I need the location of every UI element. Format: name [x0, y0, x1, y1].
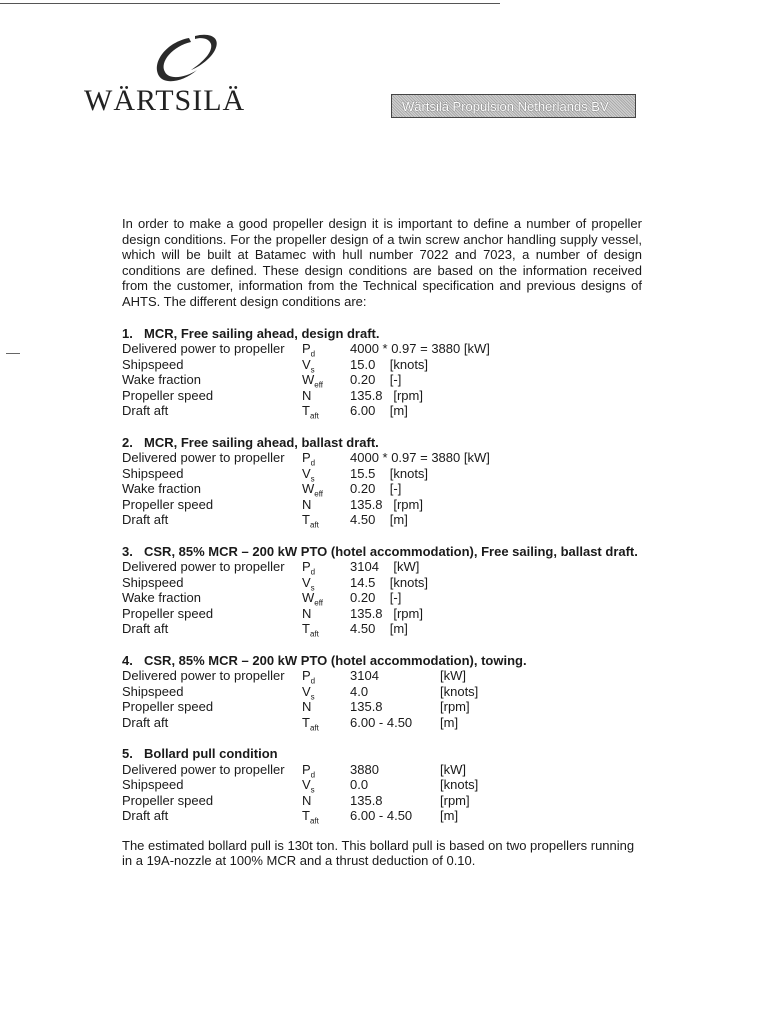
parameter-row: [122, 590, 642, 606]
parameter-row: [122, 715, 642, 731]
symbol-subscript: aft: [309, 520, 319, 530]
parameter-unit: [rpm]: [440, 792, 470, 808]
parameter-label: Propeller speed: [122, 699, 214, 715]
parameter-label: Shipspeed: [122, 574, 184, 590]
parameter-symbol: [302, 808, 350, 824]
parameter-value: 135.8: [350, 699, 383, 715]
symbol-letter: P: [302, 450, 311, 466]
parameter-symbol: [302, 606, 350, 622]
parameter-symbol: [302, 388, 350, 404]
parameter-unit: [kW]: [440, 761, 466, 777]
parameter-unit: [kW]: [440, 668, 466, 684]
symbol-letter: P: [302, 668, 311, 684]
symbol-subscript: d: [310, 567, 316, 577]
condition-title: [122, 326, 642, 342]
parameter-label: Delivered power to propeller: [122, 761, 285, 777]
parameter-label: Draft aft: [122, 808, 169, 824]
symbol-subscript: eff: [314, 380, 324, 390]
symbol-letter: T: [302, 808, 310, 824]
parameter-symbol: [302, 621, 350, 637]
parameter-value: 4.50 [m]: [350, 621, 408, 637]
parameter-label: Propeller speed: [122, 605, 214, 621]
symbol-letter: V: [302, 683, 311, 699]
symbol-letter: P: [302, 341, 311, 357]
parameter-symbol: [302, 684, 350, 700]
parameter-symbol: [302, 668, 350, 684]
parameter-row: [122, 357, 642, 373]
margin-mark: [6, 353, 20, 354]
symbol-subscript: eff: [314, 598, 324, 608]
parameter-value: 0.20 [-]: [350, 372, 402, 388]
parameter-value: 4000 * 0.97 = 3880 [kW]: [350, 450, 490, 466]
closing-paragraph: The estimated bollard pull is 130t ton. This bollard pull is based on two propellers running in a 19A-nozzle at 100% MCR and a thrust deduction of 0.10.: [122, 837, 635, 869]
parameter-label: Draft aft: [122, 621, 169, 637]
parameter-symbol: [302, 559, 350, 575]
symbol-letter: T: [302, 714, 310, 730]
parameter-row: [122, 699, 642, 715]
parameter-value: 3104 [kW]: [350, 559, 420, 575]
parameter-row: [122, 762, 642, 778]
parameter-value: 6.00 [m]: [350, 403, 408, 419]
parameter-label: Delivered power to propeller: [122, 341, 285, 357]
symbol-letter: N: [302, 792, 312, 808]
parameter-label: Propeller speed: [122, 387, 214, 403]
parameter-label: Wake fraction: [122, 372, 201, 388]
parameter-label: Delivered power to propeller: [122, 559, 285, 575]
parameter-value: 135.8: [350, 792, 383, 808]
parameter-value: 4.0: [350, 683, 369, 699]
parameter-symbol: [302, 481, 350, 497]
condition-title: [122, 435, 642, 451]
parameter-symbol: [302, 715, 350, 731]
symbol-subscript: aft: [309, 816, 319, 826]
parameter-value: 4000 * 0.97 = 3880 [kW]: [350, 341, 490, 357]
symbol-letter: N: [302, 699, 312, 715]
parameter-row: [122, 684, 642, 700]
condition-number: 4.: [122, 652, 133, 668]
parameter-label: Shipspeed: [122, 465, 184, 481]
parameter-row: [122, 481, 642, 497]
parameter-label: Shipspeed: [122, 777, 184, 793]
parameter-symbol: [302, 512, 350, 528]
symbol-subscript: eff: [314, 489, 324, 499]
parameter-row: [122, 621, 642, 637]
symbol-letter: W: [302, 590, 315, 606]
parameter-value: 135.8 [rpm]: [350, 496, 423, 512]
condition-title-text: CSR, 85% MCR – 200 kW PTO (hotel accommodation), towing.: [144, 652, 527, 668]
parameter-symbol: [302, 357, 350, 373]
parameter-symbol: [302, 762, 350, 778]
parameter-label: Propeller speed: [122, 792, 214, 808]
symbol-subscript: aft: [309, 723, 319, 733]
parameter-row: [122, 606, 642, 622]
parameter-label: Delivered power to propeller: [122, 668, 285, 684]
symbol-subscript: d: [310, 349, 316, 359]
condition-number: 5.: [122, 746, 133, 762]
symbol-subscript: d: [310, 458, 316, 468]
parameter-label: Propeller speed: [122, 496, 214, 512]
symbol-letter: P: [302, 559, 311, 575]
condition-title: [122, 746, 642, 762]
parameter-symbol: [302, 341, 350, 357]
parameter-value: 15.0 [knots]: [350, 356, 429, 372]
parameter-value: 14.5 [knots]: [350, 574, 429, 590]
symbol-letter: T: [302, 621, 310, 637]
parameter-row: [122, 668, 642, 684]
parameter-row: [122, 793, 642, 809]
parameter-row: [122, 403, 642, 419]
symbol-subscript: d: [310, 770, 316, 780]
wartsila-logo-icon: [145, 28, 225, 88]
condition-number: 2.: [122, 434, 133, 450]
symbol-letter: P: [302, 761, 311, 777]
symbol-letter: N: [302, 496, 312, 512]
parameter-value: 3880: [350, 761, 379, 777]
parameter-value: 0.20 [-]: [350, 481, 402, 497]
condition-section: [122, 653, 642, 731]
top-rule: [0, 3, 500, 4]
parameter-symbol: [302, 372, 350, 388]
symbol-subscript: aft: [309, 411, 319, 421]
parameter-symbol: [302, 793, 350, 809]
parameter-row: [122, 466, 642, 482]
parameter-label: Delivered power to propeller: [122, 450, 285, 466]
condition-section: [122, 326, 642, 419]
parameter-value: 6.00 - 4.50: [350, 714, 413, 730]
logo-text: WÄRTSILÄ: [84, 84, 246, 117]
parameter-row: [122, 450, 642, 466]
parameter-symbol: [302, 777, 350, 793]
symbol-letter: T: [302, 512, 310, 528]
symbol-letter: V: [302, 465, 311, 481]
condition-title-text: MCR, Free sailing ahead, design draft.: [144, 325, 380, 341]
parameter-symbol: [302, 450, 350, 466]
parameter-label: Wake fraction: [122, 481, 201, 497]
symbol-letter: V: [302, 777, 311, 793]
symbol-letter: W: [302, 481, 315, 497]
condition-number: 1.: [122, 325, 133, 341]
parameter-symbol: [302, 699, 350, 715]
parameter-row: [122, 808, 642, 824]
parameter-symbol: [302, 497, 350, 513]
condition-section: [122, 435, 642, 528]
parameter-row: [122, 777, 642, 793]
condition-section: [122, 544, 642, 637]
parameter-row: [122, 512, 642, 528]
parameter-label: Draft aft: [122, 403, 169, 419]
document-body: [122, 216, 642, 882]
condition-section: [122, 746, 642, 824]
design-conditions: [122, 326, 642, 824]
parameter-row: [122, 575, 642, 591]
parameter-label: Wake fraction: [122, 590, 201, 606]
symbol-letter: V: [302, 574, 311, 590]
symbol-letter: W: [302, 372, 315, 388]
condition-number: 3.: [122, 543, 133, 559]
condition-title: [122, 653, 642, 669]
parameter-value: 135.8 [rpm]: [350, 605, 423, 621]
parameter-row: [122, 559, 642, 575]
parameter-symbol: [302, 575, 350, 591]
parameter-row: [122, 388, 642, 404]
parameter-symbol: [302, 403, 350, 419]
parameter-value: 6.00 - 4.50: [350, 808, 413, 824]
symbol-subscript: s: [310, 474, 315, 484]
symbol-subscript: s: [310, 365, 315, 375]
parameter-label: Draft aft: [122, 512, 169, 528]
symbol-subscript: d: [310, 676, 316, 686]
parameter-label: Shipspeed: [122, 356, 184, 372]
parameter-unit: [m]: [440, 714, 459, 730]
parameter-label: Shipspeed: [122, 683, 184, 699]
parameter-value: 15.5 [knots]: [350, 465, 429, 481]
symbol-subscript: s: [310, 692, 315, 702]
symbol-letter: T: [302, 403, 310, 419]
condition-title-text: Bollard pull condition: [144, 746, 278, 762]
parameter-unit: [knots]: [440, 777, 479, 793]
symbol-subscript: s: [310, 583, 315, 593]
symbol-letter: N: [302, 605, 312, 621]
parameter-value: 0.20 [-]: [350, 590, 402, 606]
parameter-symbol: [302, 590, 350, 606]
parameter-value: 3104: [350, 668, 379, 684]
parameter-label: Draft aft: [122, 714, 169, 730]
parameter-unit: [m]: [440, 808, 459, 824]
parameter-row: [122, 372, 642, 388]
parameter-row: [122, 341, 642, 357]
symbol-subscript: s: [310, 785, 315, 795]
condition-title-text: CSR, 85% MCR – 200 kW PTO (hotel accommodation), Free sailing, ballast draft.: [144, 543, 638, 559]
company-name-box: Wärtsilä Propulsion Netherlands BV: [391, 94, 636, 118]
parameter-value: 135.8 [rpm]: [350, 387, 423, 403]
parameter-unit: [knots]: [440, 683, 479, 699]
parameter-row: [122, 497, 642, 513]
parameter-value: 4.50 [m]: [350, 512, 408, 528]
symbol-subscript: aft: [309, 629, 319, 639]
parameter-symbol: [302, 466, 350, 482]
condition-title-text: MCR, Free sailing ahead, ballast draft.: [144, 434, 379, 450]
symbol-letter: N: [302, 387, 312, 403]
symbol-letter: V: [302, 356, 311, 372]
condition-title: [122, 544, 642, 560]
intro-paragraph: In order to make a good propeller design it is important to define a number of propeller design conditions. For the propeller design of a twin screw anchor handling supply vessel, which will be built at Batamec with hull number 7022 and 7023, a number of design conditions are defined. These design conditions are based on the information received from the customer, information from the Technical specification and previous designs of AHTS. The different design conditions are:: [122, 216, 642, 309]
parameter-value: 0.0: [350, 777, 369, 793]
parameter-unit: [rpm]: [440, 699, 470, 715]
